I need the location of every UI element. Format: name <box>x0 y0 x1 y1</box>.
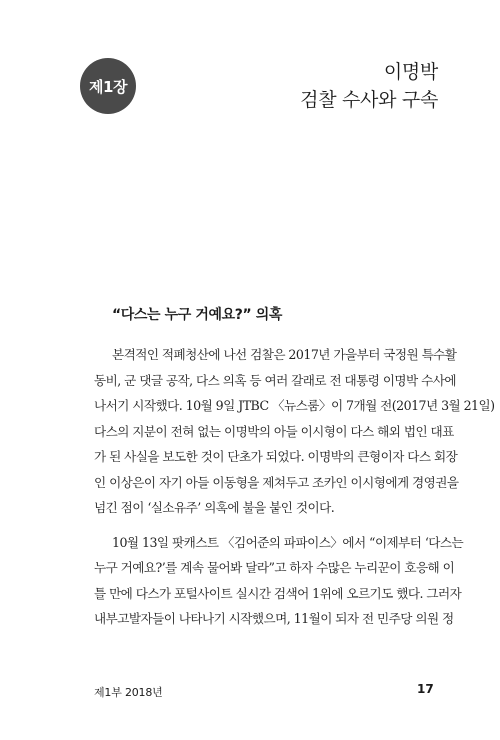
body-text <box>94 342 495 632</box>
text-line: 본격적인 적폐청산에 나선 검찰은 2017년 가을부터 국정원 특수활 <box>112 347 457 362</box>
running-footer: 제1부 2018년 <box>94 686 163 699</box>
text-line: 틀 만에 다스가 포털사이트 실시간 검색어 1위에 오르기도 했다. 그러자 <box>94 585 462 601</box>
text-line: 동비, 군 댓글 공작, 다스 의혹 등 여러 갈래로 전 대통령 이명박 수사에 <box>94 372 456 388</box>
text-line: 다스의 지분이 전혀 없는 이명박의 아들 이시형이 다스 해외 법인 대표 <box>94 423 454 439</box>
text-line: 내부고발자들이 나타나기 시작했으며, 11월이 되자 전 민주당 의원 정 <box>94 611 454 626</box>
paragraph <box>94 530 464 632</box>
chapter-title-line-1: 이명박 <box>383 61 438 83</box>
text-line: 넘긴 점이 ‘실소유주’ 의혹에 불을 붙인 것이다. <box>94 500 335 515</box>
chapter-title-line-2: 검찰 수사와 구속 <box>300 89 438 111</box>
paragraph <box>94 342 495 521</box>
text-line: 10월 13일 팟캐스트 〈김어준의 파파이스〉에서 “이제부터 ‘다스는 <box>112 534 464 550</box>
chapter-badge: 제1장 <box>80 58 136 114</box>
text-line: 인 이상은이 자기 아들 이동형을 제쳐두고 조카인 이시형에게 경영권을 <box>94 474 459 490</box>
section-heading: “다스는 누구 거예요?” 의혹 <box>112 307 282 323</box>
text-line: 누구 거예요?’를 계속 물어봐 달라”고 하자 수많은 누리꾼이 호응해 이 <box>94 560 455 575</box>
text-line: 가 된 사실을 보도한 것이 단초가 되었다. 이명박의 큰형이자 다스 회장 <box>94 449 458 464</box>
chapter-title <box>300 58 438 114</box>
text-line: 나서기 시작했다. 10월 9일 JTBC 〈뉴스룸〉이 7개월 전(2017년 3월 21일) <box>94 398 495 413</box>
page-number: 17 <box>417 682 434 696</box>
